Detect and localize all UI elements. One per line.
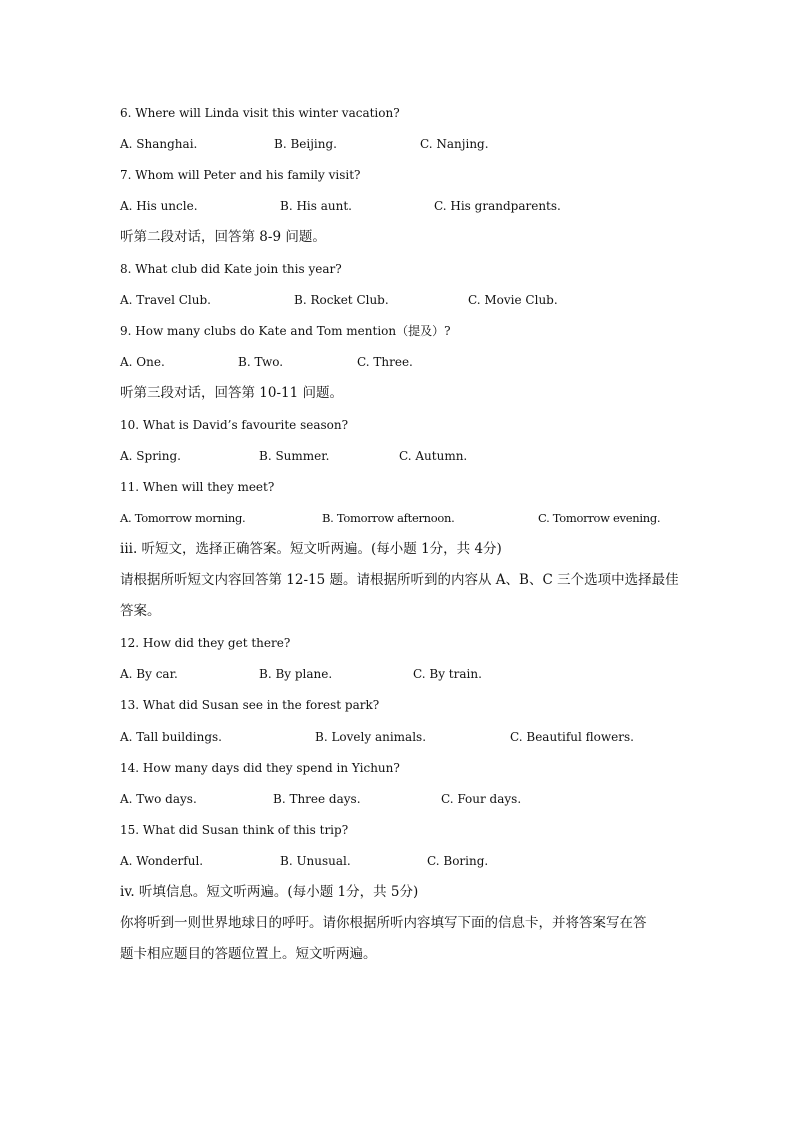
question-15: 15. What did Susan think of this trip?	[120, 823, 349, 837]
section-3-heading: 听第三段对话，回答第 10-11 问题。	[120, 385, 344, 401]
question-13: 13. What did Susan see in the forest park?	[120, 698, 380, 712]
option-a: A. By car.	[120, 667, 178, 681]
option-b: B. Lovely animals.	[315, 730, 427, 744]
question-11: 11. When will they meet?	[120, 480, 275, 494]
option-a: A. Travel Club.	[120, 293, 211, 307]
option-c: C. His grandparents.	[434, 199, 561, 213]
question-9: 9. How many clubs do Kate and Tom mention（提及）?	[120, 324, 451, 338]
option-b: B. Beijing.	[274, 137, 337, 151]
option-b: B. Unusual.	[280, 854, 351, 868]
option-b: B. Rocket Club.	[294, 293, 389, 307]
option-b: B. Two.	[238, 355, 284, 369]
question-6: 6. Where will Linda visit this winter vacation?	[120, 106, 400, 120]
option-a: A. Two days.	[120, 792, 197, 806]
part-3-heading: iii. 听短文，选择正确答案。短文听两遍。(每小题 1分，共 4分)	[120, 541, 502, 557]
option-a: A. His uncle.	[120, 199, 198, 213]
options-8	[120, 292, 720, 308]
option-c: C. Autumn.	[399, 449, 468, 463]
option-c: C. Beautiful flowers.	[510, 730, 634, 744]
option-c: C. Tomorrow evening.	[538, 511, 661, 525]
option-c: C. Boring.	[427, 854, 489, 868]
question-10: 10. What is David’s favourite season?	[120, 418, 349, 432]
options-13	[120, 729, 720, 745]
option-c: C. Four days.	[441, 792, 522, 806]
part-3-instructions-line-1: 请根据所听短文内容回答第 12-15 题。请根据所听到的内容从 A、B、C 三个选项中选择最佳	[120, 572, 679, 588]
option-a: A. Tall buildings.	[120, 730, 222, 744]
question-14: 14. How many days did they spend in Yichun?	[120, 761, 400, 775]
options-6	[120, 136, 720, 152]
option-a: A. Spring.	[120, 449, 181, 463]
options-14	[120, 791, 720, 807]
question-8: 8. What club did Kate join this year?	[120, 262, 342, 276]
option-a: A. Wonderful.	[120, 854, 204, 868]
option-c: C. Three.	[357, 355, 413, 369]
part-4-instructions-line-1: 你将听到一则世界地球日的呼吁。请你根据所听内容填写下面的信息卡，并将答案写在答	[120, 915, 647, 931]
options-7	[120, 198, 720, 214]
option-b: B. Tomorrow afternoon.	[322, 511, 455, 525]
options-15	[120, 853, 720, 869]
question-12: 12. How did they get there?	[120, 636, 291, 650]
part-4-instructions-line-2: 题卡相应题目的答题位置上。短文听两遍。	[120, 946, 377, 962]
option-b: B. By plane.	[259, 667, 333, 681]
option-c: C. By train.	[413, 667, 482, 681]
part-3-instructions-line-2: 答案。	[120, 603, 161, 619]
option-b: B. Three days.	[273, 792, 361, 806]
section-2-heading: 听第二段对话，回答第 8-9 问题。	[120, 229, 326, 245]
option-a: A. Shanghai.	[120, 137, 198, 151]
option-c: C. Movie Club.	[468, 293, 558, 307]
option-b: B. His aunt.	[280, 199, 352, 213]
part-4-heading: iv. 听填信息。短文听两遍。(每小题 1分，共 5分)	[120, 884, 419, 900]
question-7: 7. Whom will Peter and his family visit?	[120, 168, 361, 182]
options-9	[120, 354, 720, 370]
options-12	[120, 666, 720, 682]
options-10	[120, 448, 720, 464]
option-c: C. Nanjing.	[420, 137, 489, 151]
option-a: A. One.	[120, 355, 165, 369]
option-a: A. Tomorrow morning.	[120, 511, 246, 525]
option-b: B. Summer.	[259, 449, 330, 463]
options-11	[120, 510, 680, 526]
